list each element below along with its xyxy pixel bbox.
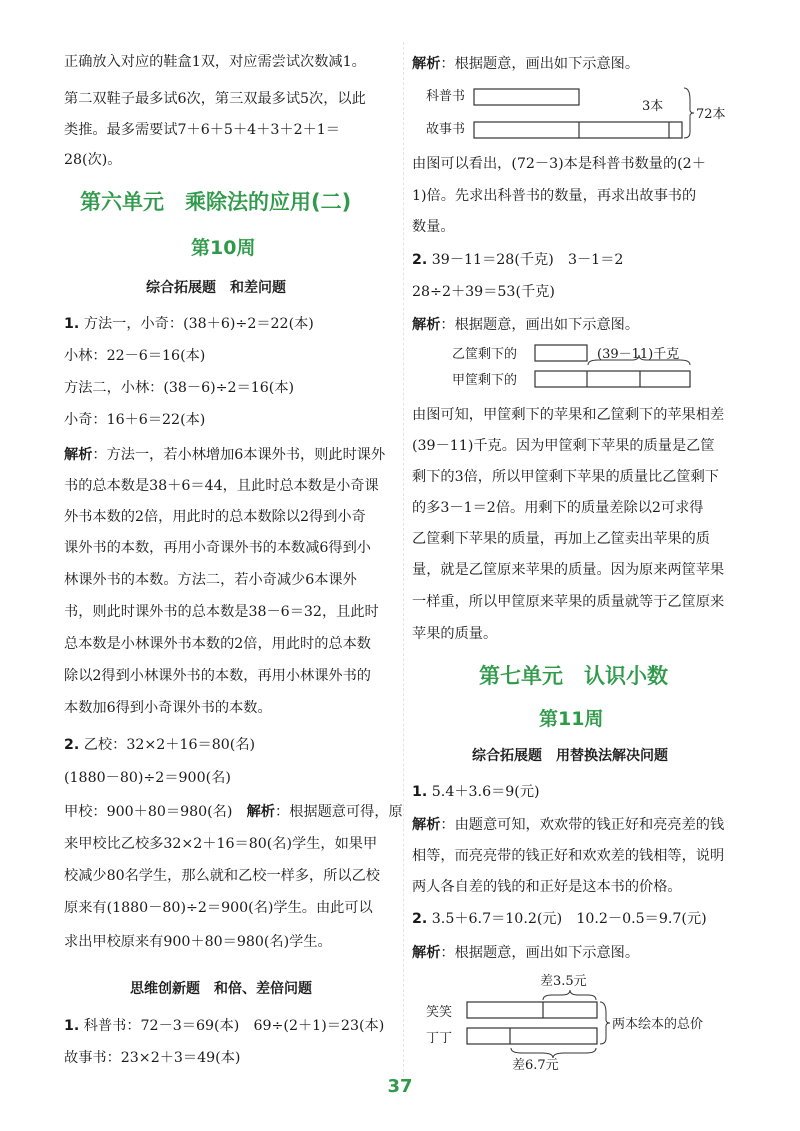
r-q3-analysis-3: 两人各自差的钱的和正好是这本书的价格。: [412, 879, 682, 895]
r-q2-text-1: 39－11＝28(千克) 3－1＝2: [431, 252, 624, 268]
r-q3-number: 1.: [412, 784, 428, 800]
r-analysis-1-text: ：根据题意，画出如下示意图。: [440, 56, 640, 72]
q2-line-3: [64, 800, 403, 825]
intro-line-3: 类推。最多需要试7＋6＋5＋4＋3＋2＋1＝: [64, 122, 340, 138]
diagram3-bottom-diff-label: 差6.7元: [512, 1058, 559, 1072]
r-a2-line-3: 剩下的3倍，所以甲筐剩下苹果的质量比乙筐剩下: [412, 469, 719, 485]
q1-line-3: 方法二，小林：(38－6)÷2＝16(本): [64, 380, 295, 396]
week10-title: 第10周: [191, 237, 256, 259]
diagram3-row2-bar: [467, 1028, 597, 1044]
r-a2-line-1: 由图可知，甲筐剩下的苹果和乙筐剩下的苹果相差: [412, 407, 725, 423]
r-q2-analysis: [412, 313, 639, 338]
intro-line-2: 第二双鞋子最多试6次，第三双最多试5次，以此: [64, 91, 366, 107]
diagram1-row2-bar: [474, 122, 682, 138]
diagram1-row1-bar: [474, 89, 579, 105]
intro-line-4: 28(次)。: [64, 152, 122, 168]
analysis-label: 解析: [412, 56, 441, 72]
q1-text-1: 方法一，小奇：(38＋6)÷2＝22(本): [83, 316, 314, 332]
r-q3-analysis-2: 相等，而亮亮带的钱正好和欢欢差的钱相等，说明: [412, 848, 725, 864]
q2-analysis-line-2: 校减少80名学生，那么就和乙校一样多，所以乙校: [64, 868, 380, 884]
diagram1-diff-label: 3本: [642, 99, 664, 114]
q2-analysis-line-3: 原来有(1880－80)÷2＝900(名)学生。由此可以: [64, 900, 373, 916]
r-a2-line-7: 一样重，所以甲筐原来苹果的质量就等于乙筐原来: [412, 594, 725, 610]
q2-number: 2.: [64, 737, 80, 753]
q1-analysis-line-5: 林课外书的本数。方法二，若小奇减少6本课外: [64, 572, 357, 588]
q2-analysis-line-4: 求出甲校原来有900＋80＝980(名)学生。: [64, 934, 332, 950]
r-a1-line-1: 由图可以看出，(72－3)本是科普书数量的(2＋: [412, 156, 706, 172]
diagram-apples: [412, 338, 732, 394]
q2-text-1: 乙校：32×2＋16＝80(名): [83, 737, 256, 753]
unit7-title: 第七单元 认识小数: [479, 664, 668, 688]
diagram2-row2-bar: [535, 371, 690, 387]
r-a2-line-8: 苹果的质量。: [412, 626, 498, 642]
r-a2-line-4: 的多3－1＝2倍。用剩下的质量差除以2可求得: [412, 500, 704, 516]
q1-line-2: 小林：22－6＝16(本): [64, 348, 206, 364]
r-q4-number: 2.: [412, 911, 428, 927]
diagram3-row1-label: 笑笑: [426, 1005, 453, 1020]
r-a2-line-2: (39－11)千克。因为甲筐剩下苹果的质量是乙筐: [412, 438, 715, 454]
analysis-label: 解析: [412, 317, 441, 333]
section-title-1: 综合拓展题 和差问题: [146, 280, 286, 296]
q2-analysis-line-1: 来甲校比乙校多32×2＋16＝80(名)学生，如果甲: [64, 836, 378, 852]
r-a1-line-2: 1)倍。先求出科普书的数量，再求出故事书的: [412, 188, 697, 204]
q1-analysis-text-1: ：方法一，若小林增加6本课外书，则此时课外: [92, 447, 386, 463]
analysis-label: 解析: [412, 817, 441, 833]
diagram2-row1-bar: [535, 345, 587, 361]
r-q3-analysis-text-1: ：由题意可知，欢欢带的钱正好和亮亮差的钱: [440, 817, 725, 833]
q2-line-1: [64, 733, 255, 758]
r-q2-analysis-text: ：根据题意，画出如下示意图。: [440, 317, 640, 333]
q1-line-4: 小奇：16＋6＝22(本): [64, 412, 206, 428]
diagram2-row1-label: 乙筐剩下的: [452, 347, 518, 362]
q1-analysis-line-1: [64, 443, 385, 468]
q1-analysis-line-3: 外书本数的2倍，用此时的总本数除以2得到小奇: [64, 509, 366, 525]
diagram-picture-books: [412, 968, 742, 1072]
intro-line-1: 正确放入对应的鞋盒1双，对应需尝试次数减1。: [64, 54, 366, 70]
diagram-books: [412, 80, 742, 144]
r-a1-line-3: 数量。: [412, 219, 455, 235]
section-title-3: 综合拓展题 用替换法解决问题: [472, 748, 668, 764]
column-divider: [403, 42, 404, 1082]
diagram1-total-label: 72本: [696, 107, 726, 122]
r-a2-line-6: 量，就是乙筐原来苹果的质量。因为原来两筐苹果: [412, 562, 725, 578]
r-q4-line: [412, 907, 707, 932]
q3-text-1: 科普书：72－3＝69(本) 69÷(2＋1)＝23(本): [83, 1018, 385, 1034]
q2-text-3a: 甲校：900＋80＝980(名): [64, 804, 247, 820]
r-a2-line-5: 乙筐剩下苹果的质量，再加上乙筐卖出苹果的质: [412, 531, 710, 547]
q2-text-3b: ：根据题意可得，原: [275, 804, 403, 820]
q1-analysis-line-2: 书的总本数是38＋6＝44，且此时总本数是小奇课: [64, 478, 379, 494]
unit6-title: 第六单元 乘除法的应用(二): [80, 190, 352, 214]
week11-title: 第11周: [539, 708, 604, 730]
q1-analysis-line-7: 总本数是小林课外书本数的2倍，用此时的总本数: [64, 636, 371, 652]
q1-analysis-line-9: 本数加6得到小奇课外书的本数。: [64, 700, 272, 716]
page-number: 37: [387, 1076, 413, 1097]
diagram2-diff-label: (39－11)千克: [597, 347, 680, 362]
diagram1-row2-label: 故事书: [426, 122, 466, 137]
q2-line-2: (1880－80)÷2＝900(名): [64, 770, 231, 786]
r-q3-line: [412, 780, 540, 805]
r-q3-text: 5.4＋3.6＝9(元): [431, 784, 540, 800]
diagram3-row2-label: 丁丁: [426, 1031, 453, 1046]
r-q2-line-1: [412, 248, 623, 273]
section-title-2: 思维创新题 和倍、差倍问题: [130, 981, 312, 997]
r-analysis-1: [412, 52, 639, 77]
r-q4-analysis-text: ：根据题意，画出如下示意图。: [440, 945, 640, 961]
r-q2-number: 2.: [412, 252, 428, 268]
analysis-label: 解析: [246, 804, 275, 820]
diagram3-top-diff-label: 差3.5元: [540, 974, 587, 989]
q3-line-2: 故事书：23×2＋3＝49(本): [64, 1050, 241, 1066]
q3-line-1: [64, 1014, 384, 1039]
r-q4-text: 3.5＋6.7＝10.2(元) 10.2－0.5＝9.7(元): [431, 911, 707, 927]
q1-analysis-line-6: 书，则此时课外书的总本数是38－6＝32，且此时: [64, 604, 379, 620]
diagram3-total-label: 两本绘本的总价: [612, 1017, 704, 1032]
q1-analysis-line-8: 除以2得到小林课外书的本数，再用小林课外书的: [64, 668, 371, 684]
q1-number: 1.: [64, 316, 80, 332]
q1-line-1: [64, 312, 314, 337]
r-q4-analysis: [412, 941, 639, 966]
r-q3-analysis-1: [412, 813, 724, 838]
r-q2-line-2: 28÷2＋39＝53(千克): [412, 284, 555, 300]
q3-number: 1.: [64, 1018, 80, 1034]
diagram3-row1-bar: [467, 1002, 597, 1018]
analysis-label: 解析: [412, 945, 441, 961]
analysis-label: 解析: [64, 447, 93, 463]
q1-analysis-line-4: 课外书的本数，再用小奇课外书的本数减6得到小: [64, 540, 371, 556]
diagram1-row1-label: 科普书: [426, 89, 466, 104]
diagram2-row2-label: 甲筐剩下的: [452, 373, 518, 388]
